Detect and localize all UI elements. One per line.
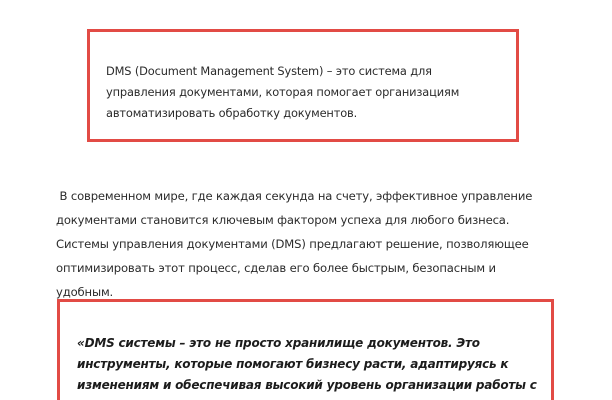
paragraph-line: Системы управления документами (DMS) предлагают решение, позволяющее xyxy=(56,237,529,251)
paragraph-line: В современном мире, где каждая секунда на счету, эффективное управление xyxy=(56,189,533,203)
paragraph-line: оптимизировать этот процесс, сделав его более быстрым, безопасным и xyxy=(56,261,496,275)
paragraph-line: документами становится ключевым фактором успеха для любого бизнеса. xyxy=(56,213,510,227)
definition-line: DMS (Document Management System) – это система для xyxy=(106,64,432,78)
quote-line: изменениям и обеспечивая высокий уровень организации работы с xyxy=(77,378,537,392)
definition-box xyxy=(87,29,519,142)
definition-line: управления документами, которая помогает организациям xyxy=(106,85,460,99)
quote-line: инструменты, которые помогают бизнесу расти, адаптируясь к xyxy=(77,357,509,371)
paragraph-line: удобным. xyxy=(56,285,114,299)
body-paragraph xyxy=(56,184,556,304)
definition-line: автоматизировать обработку документов. xyxy=(106,106,358,120)
quote-line: «DMS системы – это не просто хранилище документов. Это xyxy=(77,336,480,350)
quote-box xyxy=(57,299,554,400)
